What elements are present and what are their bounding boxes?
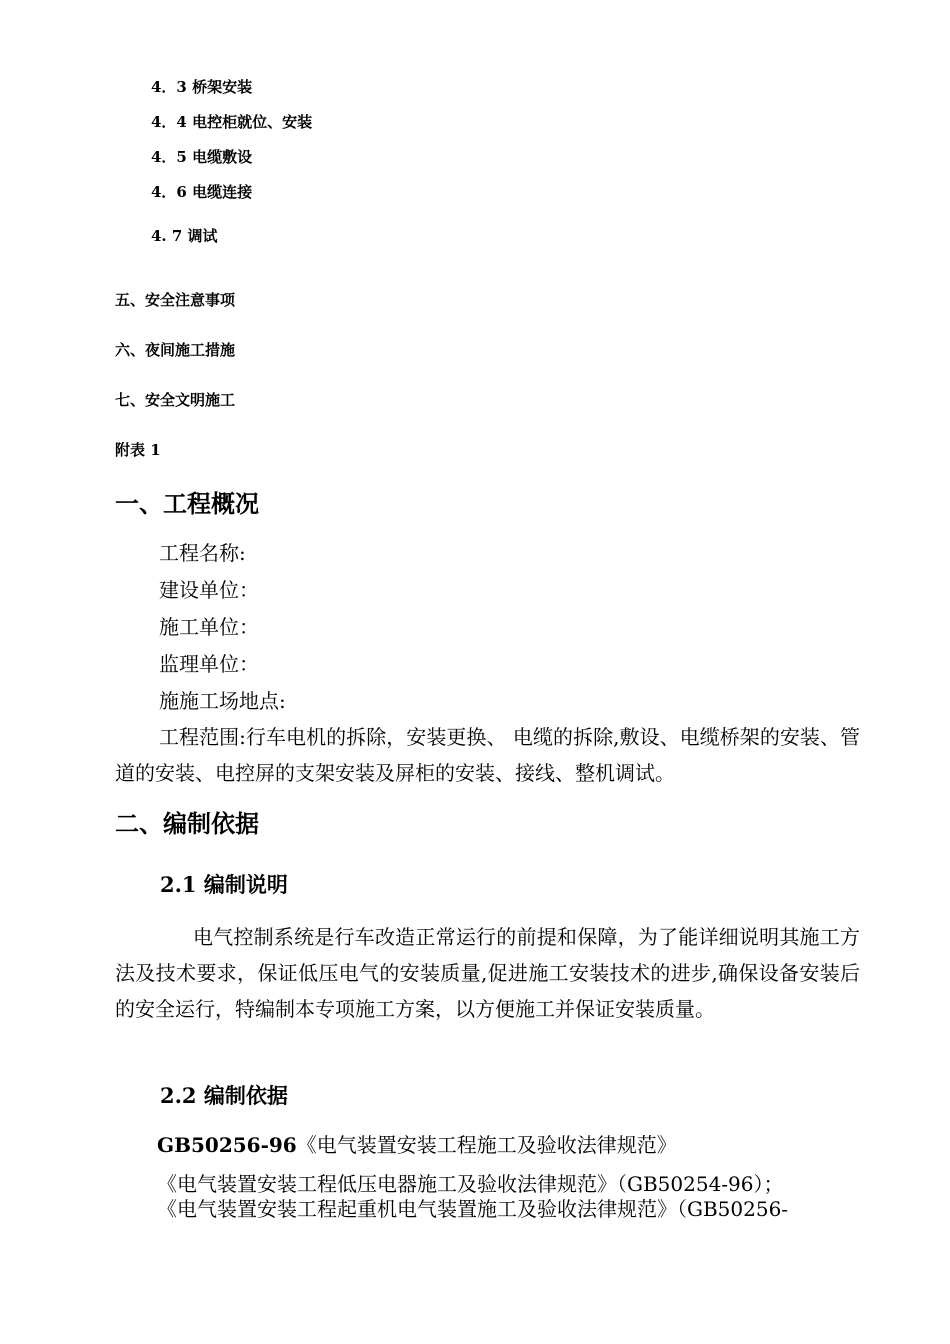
toc-section-7: 七、安全文明施工: [115, 391, 236, 409]
subsection-2-1-heading: 2.1 编制说明: [160, 872, 288, 897]
reference-2: 《电气装置安装工程低压电器施工及验收法律规范》（GB50254-96）；: [157, 1172, 784, 1196]
toc-appendix-1: 附表 1: [115, 441, 161, 459]
compilation-description-paragraph: 电气控制系统是行车改造正常运行的前提和保障，为了能详细说明其施工方法及技术要求，保证低压电气的安装质量,促进施工安装技术的进步,确保设备安装后的安全运行，特编制本专项施工方案，以方便施工并保证安装质量。: [115, 925, 860, 1021]
reference-1-code: GB50256-96: [157, 1133, 297, 1157]
toc-section-6: 六、夜间施工措施: [115, 341, 236, 359]
toc-section-5: 五、安全注意事项: [115, 291, 236, 309]
reference-1-title: 《电气装置安装工程施工及验收法律规范》: [296, 1133, 677, 1157]
toc-item-4-6: 4．6 电缆连接: [151, 183, 253, 201]
field-project-name: 工程名称:: [159, 541, 246, 565]
field-contractor: 施工单位：: [159, 615, 259, 639]
field-site-location: 施施工场地点:: [159, 689, 286, 713]
subsection-2-2-heading: 2.2 编制依据: [160, 1083, 288, 1108]
field-construction-unit: 建设单位：: [159, 578, 259, 602]
section-1-heading: 一、工程概况: [115, 489, 259, 518]
field-supervisor: 监理单位：: [159, 652, 259, 676]
section-2-heading: 二、编制依据: [115, 809, 259, 838]
toc-item-4-4: 4．4 电控柜就位、安装: [151, 113, 313, 131]
toc-item-4-5: 4．5 电缆敷设: [151, 148, 253, 166]
reference-1: [157, 1132, 677, 1158]
reference-3: 《电气装置安装工程起重机电气装置施工及验收法律规范》（GB50256-: [157, 1197, 789, 1221]
project-scope-paragraph: 工程范围:行车电机的拆除，安装更换、 电缆的拆除,敷设、电缆桥架的安装、管道的安装、电控屏的支架安装及屏柜的安装、接线、整机调试。: [115, 725, 860, 785]
toc-item-4-3: 4．3 桥架安装: [151, 78, 253, 96]
toc-item-4-7: 4. 7 调试: [151, 227, 218, 245]
